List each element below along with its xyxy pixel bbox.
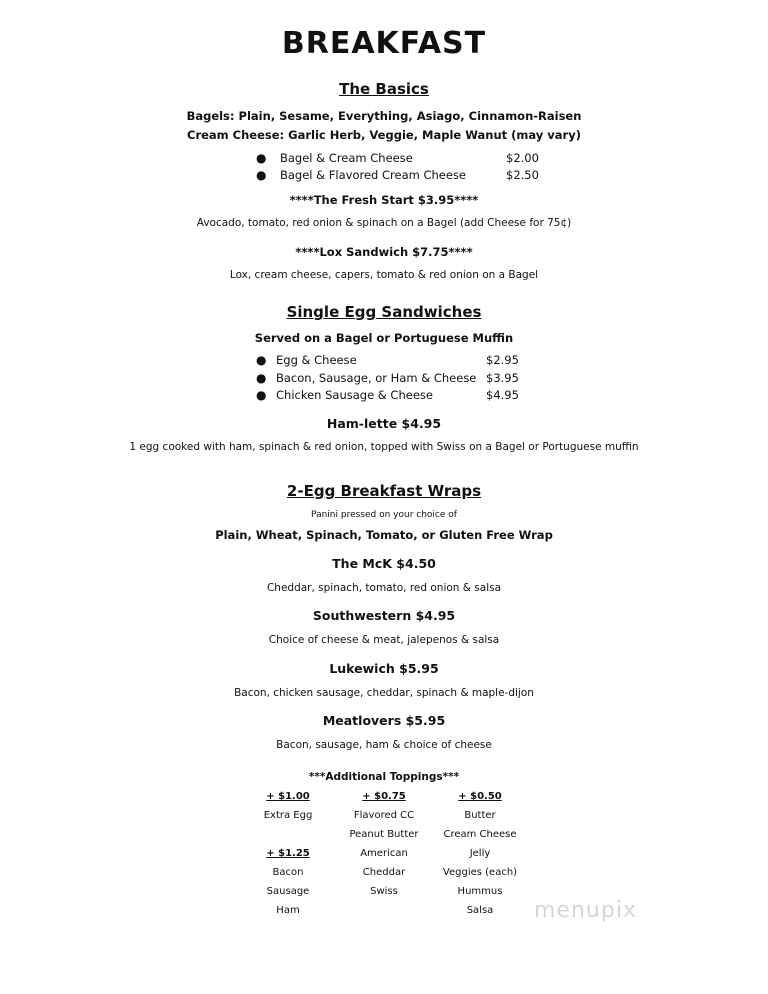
fresh-start-desc: Avocado, tomato, red onion & spinach on a Bagel (add Cheese for 75¢) (196, 217, 572, 229)
wrap-title: Southwestern $4.95 (312, 608, 456, 623)
hamlette-title: Ham-lette $4.95 (326, 416, 442, 431)
wraps-note: Panini pressed on your choice of (311, 510, 457, 520)
wrap-desc: Choice of cheese & meat, jalepenos & salsa (268, 634, 500, 646)
toppings-price-header: + $1.25 (266, 848, 310, 859)
item-name: Egg & Cheese (276, 353, 357, 367)
toppings-price-header: + $1.00 (266, 791, 310, 802)
lox-title: ****Lox Sandwich $7.75**** (295, 245, 473, 259)
bullet-icon: ● (256, 151, 267, 165)
toppings-price-header: + $0.75 (362, 791, 406, 802)
toppings-column (425, 791, 535, 924)
menu-item (256, 168, 556, 184)
wrap-title: Meatlovers $5.95 (322, 713, 446, 728)
toppings-price-header: + $0.50 (458, 791, 502, 802)
single-egg-heading: Single Egg Sandwiches (286, 303, 482, 321)
watermark-logo: menupix (534, 898, 637, 923)
menu-item (256, 371, 526, 387)
item-name: Bagel & Flavored Cream Cheese (280, 168, 467, 182)
item-name: Chicken Sausage & Cheese (276, 388, 433, 402)
hamlette-desc: 1 egg cooked with ham, spinach & red onion, topped with Swiss on a Bagel or Portuguese muffin (129, 441, 639, 453)
bullet-icon: ● (256, 168, 267, 182)
single-egg-subheading: Served on a Bagel or Portuguese Muffin (254, 331, 514, 345)
bullet-icon: ● (256, 388, 267, 402)
cream-cheese-line: Cream Cheese: Garlic Herb, Veggie, Maple Wanut (may vary) (187, 128, 581, 142)
fresh-start-title: ****The Fresh Start $3.95**** (289, 193, 479, 207)
wrap-desc: Cheddar, spinach, tomato, red onion & salsa (266, 582, 502, 594)
wrap-title: Lukewich $5.95 (329, 661, 439, 676)
toppings-column (233, 791, 343, 924)
item-price: $4.95 (486, 388, 519, 402)
wraps-heading: 2-Egg Breakfast Wraps (286, 482, 482, 500)
topping-item: Cheddar (362, 867, 406, 878)
topping-item: Sausage (266, 886, 310, 897)
menu-item (256, 151, 556, 167)
item-price: $2.00 (506, 151, 539, 165)
topping-item: Peanut Butter (349, 829, 419, 840)
topping-item: Extra Egg (263, 810, 313, 821)
wraps-choices: Plain, Wheat, Spinach, Tomato, or Gluten Free Wrap (215, 528, 553, 542)
topping-item: Flavored CC (353, 810, 415, 821)
toppings-column (329, 791, 439, 905)
item-price: $3.95 (486, 371, 519, 385)
menu-item (256, 388, 526, 404)
wrap-desc: Bacon, sausage, ham & choice of cheese (276, 739, 492, 751)
toppings-heading: ***Additional Toppings*** (308, 771, 460, 783)
topping-item: Bacon (272, 867, 304, 878)
page-title: BREAKFAST (281, 26, 487, 61)
menu-item (256, 353, 526, 369)
topping-item: American (360, 848, 408, 859)
basics-heading: The Basics (339, 80, 429, 98)
topping-item: Butter (464, 810, 496, 821)
item-price: $2.50 (506, 168, 539, 182)
topping-item: Ham (276, 905, 300, 916)
item-name: Bagel & Cream Cheese (280, 151, 413, 165)
bagels-line: Bagels: Plain, Sesame, Everything, Asiago, Cinnamon-Raisen (186, 109, 582, 123)
lox-desc: Lox, cream cheese, capers, tomato & red onion on a Bagel (229, 269, 539, 281)
topping-item: Veggies (each) (442, 867, 518, 878)
item-name: Bacon, Sausage, or Ham & Cheese (276, 371, 477, 385)
topping-item: Hummus (457, 886, 503, 897)
wrap-title: The McK $4.50 (332, 556, 436, 571)
bullet-icon: ● (256, 371, 267, 385)
topping-item: Jelly (469, 848, 491, 859)
bullet-icon: ● (256, 353, 267, 367)
topping-item: Swiss (370, 886, 398, 897)
topping-item: Cream Cheese (443, 829, 517, 840)
wrap-desc: Bacon, chicken sausage, cheddar, spinach & maple-dijon (234, 687, 534, 699)
item-price: $2.95 (486, 353, 519, 367)
topping-item: Salsa (466, 905, 494, 916)
